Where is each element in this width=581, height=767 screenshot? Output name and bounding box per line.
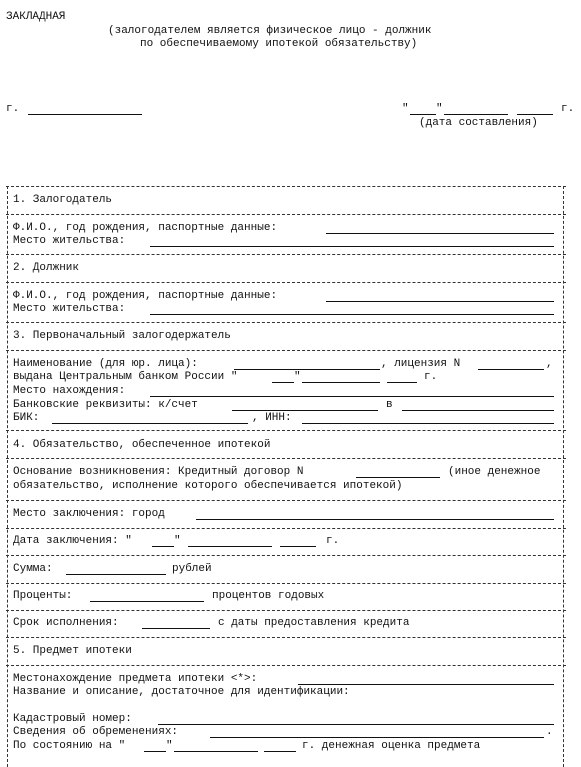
s4-basis-label: Основание возникновения: Кредитный договор N bbox=[13, 466, 304, 478]
row-separator bbox=[6, 637, 566, 638]
s3-inn-field[interactable] bbox=[302, 423, 554, 424]
s4-date-label: Дата заключения: " bbox=[13, 535, 132, 547]
row-separator bbox=[6, 322, 566, 323]
date-quote-close: " bbox=[436, 103, 443, 115]
s4-term-unit: с даты предоставления кредита bbox=[218, 617, 410, 629]
s4-percent-unit: процентов годовых bbox=[212, 590, 325, 602]
s3-issued-day-field[interactable] bbox=[272, 382, 294, 383]
s4-place-label: Место заключения: город bbox=[13, 508, 165, 520]
s5-encumbrance-label: Сведения об обременениях: bbox=[13, 726, 179, 738]
s5-location-label: Местонахождение предмета ипотеки <*>: bbox=[13, 673, 258, 685]
s3-bik-label: БИК: bbox=[13, 412, 40, 424]
s4-sum-label: Сумма: bbox=[13, 563, 53, 575]
s5-cadastral-label: Кадастровый номер: bbox=[13, 713, 132, 725]
s3-issued-quote: " bbox=[294, 371, 301, 383]
document-title: ЗАКЛАДНАЯ bbox=[6, 11, 66, 23]
s5-valuation-quote: " bbox=[166, 740, 173, 752]
s4-place-field[interactable] bbox=[196, 519, 554, 520]
s5-location-field[interactable] bbox=[298, 684, 554, 685]
row-separator bbox=[6, 350, 566, 351]
s4-date-quote: " bbox=[174, 535, 181, 547]
s4-sum-unit: рублей bbox=[172, 563, 212, 575]
s5-encumbrance-end: . bbox=[546, 726, 553, 738]
s1-address-field[interactable] bbox=[150, 246, 554, 247]
row-separator bbox=[6, 214, 566, 215]
s5-valuation-label: По состоянию на " bbox=[13, 740, 126, 752]
s5-valuation-end: г. денежная оценка предмета bbox=[302, 740, 481, 752]
s4-date-year-suffix: г. bbox=[326, 535, 340, 547]
s4-date-month-field[interactable] bbox=[188, 546, 272, 547]
row-separator bbox=[6, 555, 566, 556]
s3-bik-field[interactable] bbox=[52, 423, 248, 424]
s4-basis-line-2: обязательство, исполнение которого обеспечивается ипотекой) bbox=[13, 480, 403, 492]
s4-term-field[interactable] bbox=[142, 628, 210, 629]
s4-term-label: Срок исполнения: bbox=[13, 617, 119, 629]
row-separator bbox=[6, 254, 566, 255]
s4-percent-field[interactable] bbox=[90, 601, 204, 602]
subtitle-line-2: по обеспечиваемому ипотекой обязательству) bbox=[140, 38, 418, 50]
s2-fio-label: Ф.И.О., год рождения, паспортные данные: bbox=[13, 290, 278, 302]
s5-description-label: Название и описание, достаточное для идентификации: bbox=[13, 686, 350, 698]
section-1-title: 1. Залогодатель bbox=[13, 194, 113, 206]
s3-location-field[interactable] bbox=[150, 396, 554, 397]
s3-license-end: , bbox=[546, 358, 553, 370]
s4-percent-label: Проценты: bbox=[13, 590, 73, 602]
table-top-border bbox=[6, 186, 566, 187]
s5-valuation-year-field[interactable] bbox=[264, 751, 296, 752]
s4-date-year-field[interactable] bbox=[280, 546, 316, 547]
s3-bank-label: Банковские реквизиты: к/счет bbox=[13, 399, 198, 411]
row-separator bbox=[6, 583, 566, 584]
s4-basis-other: (иное денежное bbox=[448, 466, 541, 478]
s3-inn-label: , ИНН: bbox=[252, 412, 292, 424]
section-2-title: 2. Должник bbox=[13, 262, 80, 274]
row-separator bbox=[6, 458, 566, 459]
date-quote-open: " bbox=[402, 103, 409, 115]
s3-issued-year-field[interactable] bbox=[387, 382, 417, 383]
s3-name-label: Наименование (для юр. лица): bbox=[13, 358, 198, 370]
s5-cadastral-field[interactable] bbox=[158, 724, 554, 725]
section-3-title: 3. Первоначальный залогодержатель bbox=[13, 330, 231, 342]
date-caption: (дата составления) bbox=[419, 117, 538, 129]
row-separator bbox=[6, 610, 566, 611]
s3-bank-name-field[interactable] bbox=[402, 410, 554, 411]
s2-fio-field[interactable] bbox=[326, 301, 554, 302]
s1-address-label: Место жительства: bbox=[13, 235, 126, 247]
s3-account-field[interactable] bbox=[232, 410, 378, 411]
s2-address-field[interactable] bbox=[150, 314, 554, 315]
s1-fio-label: Ф.И.О., год рождения, паспортные данные: bbox=[13, 222, 278, 234]
date-year-suffix: г. bbox=[561, 103, 575, 115]
city-prefix: г. bbox=[6, 103, 20, 115]
date-day-field[interactable] bbox=[410, 114, 436, 115]
s3-license-field[interactable] bbox=[478, 369, 544, 370]
s4-date-day-field[interactable] bbox=[152, 546, 174, 547]
s4-contract-number-field[interactable] bbox=[356, 477, 440, 478]
row-separator bbox=[6, 430, 566, 431]
date-month-field[interactable] bbox=[444, 114, 508, 115]
s5-valuation-month-field[interactable] bbox=[174, 751, 258, 752]
row-separator bbox=[6, 282, 566, 283]
s3-issued-year-suffix: г. bbox=[424, 371, 438, 383]
date-year-field[interactable] bbox=[517, 114, 553, 115]
row-separator bbox=[6, 500, 566, 501]
s3-issued-label: выдана Центральным банком России " bbox=[13, 371, 238, 383]
row-separator bbox=[6, 665, 566, 666]
s5-valuation-day-field[interactable] bbox=[144, 751, 166, 752]
subtitle-line-1: (залогодателем является физическое лицо - должник bbox=[108, 25, 432, 37]
s3-license-label: , лицензия N bbox=[381, 358, 461, 370]
s3-bank-in-label: в bbox=[386, 399, 393, 411]
table-left-border bbox=[7, 186, 8, 767]
s1-fio-field[interactable] bbox=[326, 233, 554, 234]
s4-sum-field[interactable] bbox=[66, 574, 166, 575]
s3-location-label: Место нахождения: bbox=[13, 385, 126, 397]
s5-encumbrance-field[interactable] bbox=[210, 737, 544, 738]
s2-address-label: Место жительства: bbox=[13, 303, 126, 315]
city-field[interactable] bbox=[28, 114, 142, 115]
section-4-title: 4. Обязательство, обеспеченное ипотекой bbox=[13, 439, 271, 451]
section-5-title: 5. Предмет ипотеки bbox=[13, 645, 132, 657]
table-right-border bbox=[563, 186, 564, 767]
s3-issued-month-field[interactable] bbox=[302, 382, 380, 383]
row-separator bbox=[6, 528, 566, 529]
s3-name-field[interactable] bbox=[234, 369, 380, 370]
